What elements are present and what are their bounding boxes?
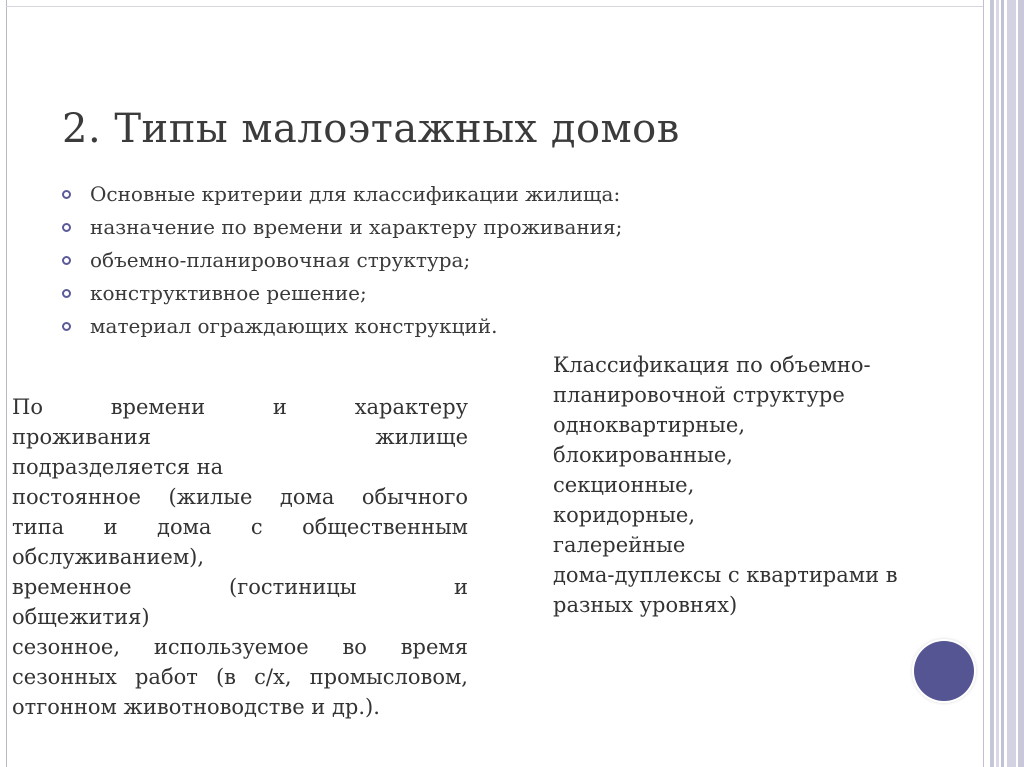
bullet-text: объемно-планировочная структура; [90,248,471,272]
text-line: проживания жилище [12,425,468,449]
decorative-stripe [1001,0,1004,767]
text-line: блокированные, [553,443,733,467]
text-line: одноквартирные, [553,413,745,437]
bullet-item [62,178,622,211]
bullet-text: конструктивное решение; [90,281,367,305]
text-line: дома-дуплексы с квартирами в [553,563,898,587]
decorative-stripe [1018,0,1024,767]
text-line: подразделяется на [12,455,224,479]
bullet-item [62,277,622,310]
slide-frame-left [6,0,7,767]
slide-frame-right [983,0,984,767]
bullet-circle-icon [62,256,71,265]
text-line: Классификация по объемно- [553,353,871,377]
bullet-item [62,244,622,277]
slide-title: 2. Типы малоэтажных домов [62,106,680,152]
slide-frame-top [6,6,984,7]
text-line: отгонном животноводстве и др.). [12,695,380,719]
text-line: По времени и характеру [12,395,468,419]
bullet-circle-icon [62,322,71,331]
bullet-text: назначение по времени и характеру проживания; [90,215,623,239]
text-line: постоянное (жилые дома обычного [12,485,468,509]
bullet-item [62,310,622,343]
text-line: разных уровнях) [553,593,738,617]
decorative-stripe [990,0,994,767]
bullet-text: Основные критерии для классификации жилища: [90,182,621,206]
bullet-item [62,211,622,244]
text-line: типа и дома с общественным [12,515,468,539]
text-line: обслуживанием), [12,545,205,569]
text-line: секционные, [553,473,695,497]
bullet-circle-icon [62,289,71,298]
text-line: сезонных работ (в с/х, промысловом, [12,665,468,689]
bullet-text: материал ограждающих конструкций. [90,314,498,338]
bullet-circle-icon [62,190,71,199]
text-line: сезонное, используемое во время [12,635,468,659]
planning-structure-text-block [553,350,898,620]
text-line: общежития) [12,605,150,629]
text-line: коридорные, [553,503,696,527]
bullet-list [62,178,622,343]
decorative-stripe [1007,0,1016,767]
text-line: временное (гостиницы и [12,575,468,599]
bullet-circle-icon [62,223,71,232]
decorative-circle [914,641,974,701]
decorative-stripe [996,0,999,767]
text-line: галерейные [553,533,686,557]
text-line: планировочной структуре [553,383,845,407]
residence-time-text-block [12,392,468,722]
